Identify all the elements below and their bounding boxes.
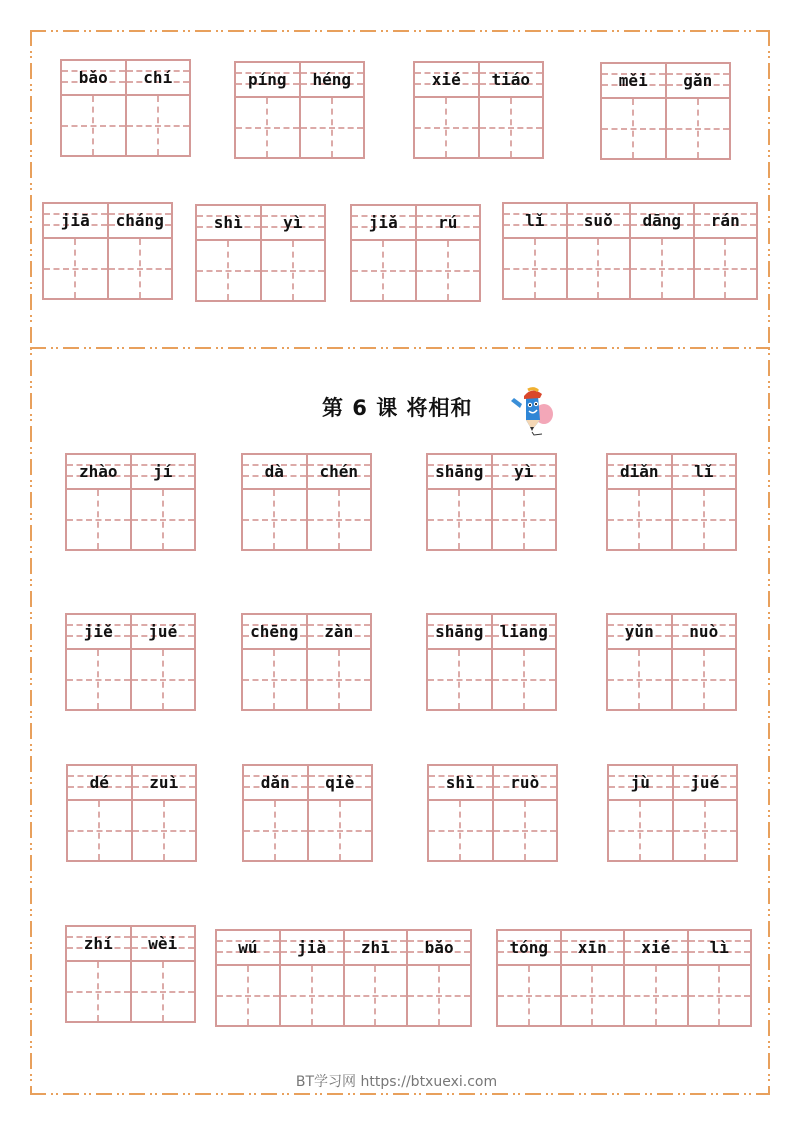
- pinyin-label: tiáo: [491, 70, 531, 89]
- writing-square[interactable]: [609, 801, 672, 860]
- word-box[interactable]: [413, 61, 544, 159]
- pinyin-label: gǎn: [683, 71, 713, 90]
- writing-square[interactable]: [132, 650, 195, 709]
- char-cell[interactable]: [478, 63, 543, 157]
- char-cell[interactable]: [44, 204, 107, 298]
- writing-square[interactable]: [244, 801, 307, 860]
- writing-square[interactable]: [428, 650, 491, 709]
- writing-square[interactable]: [408, 966, 470, 1025]
- pinyin-label: bǎo: [78, 68, 108, 87]
- pinyin-label: zuì: [149, 773, 179, 792]
- char-cell[interactable]: [243, 615, 306, 709]
- char-cell[interactable]: [131, 766, 196, 860]
- writing-square[interactable]: [262, 241, 325, 300]
- word-box[interactable]: [427, 764, 558, 862]
- char-cell[interactable]: [609, 766, 672, 860]
- word-box[interactable]: [234, 61, 365, 159]
- frame-left-border: [30, 30, 32, 1095]
- writing-square[interactable]: [602, 99, 665, 158]
- pinyin-label: liang: [499, 622, 548, 641]
- char-cell[interactable]: [665, 64, 730, 158]
- char-cell[interactable]: [672, 766, 737, 860]
- char-cell[interactable]: [608, 455, 671, 549]
- pinyin-label: zhào: [78, 462, 118, 481]
- char-cell[interactable]: [125, 61, 190, 155]
- char-cell[interactable]: [415, 63, 478, 157]
- writing-square[interactable]: [494, 801, 557, 860]
- writing-square[interactable]: [493, 490, 556, 549]
- writing-square[interactable]: [243, 490, 306, 549]
- word-box[interactable]: [65, 925, 196, 1023]
- char-cell[interactable]: [491, 615, 556, 709]
- word-box[interactable]: [65, 453, 196, 551]
- char-cell[interactable]: [67, 615, 130, 709]
- writing-square[interactable]: [44, 239, 107, 298]
- frame-right-border: [768, 30, 770, 1095]
- writing-square[interactable]: [243, 650, 306, 709]
- word-box[interactable]: [606, 453, 737, 551]
- writing-square[interactable]: [132, 962, 195, 1021]
- footer-watermark: BT学习网 https://btxuexi.com: [295, 1074, 498, 1090]
- char-cell[interactable]: [623, 931, 687, 1025]
- pinyin-label: shāng: [435, 462, 484, 481]
- word-box[interactable]: [65, 613, 196, 711]
- char-cell[interactable]: [629, 204, 693, 298]
- writing-square[interactable]: [674, 801, 737, 860]
- word-box[interactable]: [502, 202, 758, 300]
- pinyin-label: jiě: [83, 622, 113, 641]
- writing-square[interactable]: [309, 801, 372, 860]
- pinyin-label: tóng: [509, 938, 549, 957]
- char-cell[interactable]: [306, 455, 371, 549]
- char-cell[interactable]: [491, 455, 556, 549]
- writing-square[interactable]: [67, 490, 130, 549]
- pinyin-label: héng: [312, 70, 352, 89]
- pinyin-label: chí: [143, 68, 173, 87]
- writing-square[interactable]: [345, 966, 407, 1025]
- writing-square[interactable]: [217, 966, 279, 1025]
- writing-square[interactable]: [415, 98, 478, 157]
- char-cell[interactable]: [602, 64, 665, 158]
- char-cell[interactable]: [243, 455, 306, 549]
- char-cell[interactable]: [671, 455, 736, 549]
- writing-square[interactable]: [109, 239, 172, 298]
- char-cell[interactable]: [608, 615, 671, 709]
- word-box[interactable]: [241, 453, 372, 551]
- char-cell[interactable]: [67, 455, 130, 549]
- word-box[interactable]: [607, 764, 738, 862]
- char-cell[interactable]: [415, 206, 480, 300]
- char-cell[interactable]: [107, 204, 172, 298]
- pinyin-label: lǐ: [694, 462, 714, 481]
- word-box[interactable]: [600, 62, 731, 160]
- word-box[interactable]: [426, 613, 557, 711]
- writing-square[interactable]: [352, 241, 415, 300]
- char-cell[interactable]: [130, 615, 195, 709]
- writing-square[interactable]: [133, 801, 196, 860]
- writing-square[interactable]: [689, 966, 751, 1025]
- writing-square[interactable]: [67, 650, 130, 709]
- writing-square[interactable]: [308, 490, 371, 549]
- writing-square[interactable]: [197, 241, 260, 300]
- writing-square[interactable]: [301, 98, 364, 157]
- pinyin-label: jué: [148, 622, 178, 641]
- char-cell[interactable]: [566, 204, 630, 298]
- pinyin-label: chén: [319, 462, 359, 481]
- word-box[interactable]: [42, 202, 173, 300]
- pinyin-label: shì: [445, 773, 475, 792]
- word-box[interactable]: [496, 929, 752, 1027]
- word-box[interactable]: [66, 764, 197, 862]
- writing-square[interactable]: [631, 239, 693, 298]
- pinyin-label: diǎn: [619, 462, 659, 481]
- pinyin-label: jiā: [60, 211, 90, 230]
- pinyin-label: dǎn: [260, 773, 290, 792]
- char-cell[interactable]: [671, 615, 736, 709]
- pinyin-label: ruò: [510, 773, 540, 792]
- writing-square[interactable]: [608, 490, 671, 549]
- pinyin-label: xié: [431, 70, 461, 89]
- char-cell[interactable]: [299, 63, 364, 157]
- pinyin-label: jià: [297, 938, 327, 957]
- pinyin-label: jí: [153, 462, 173, 481]
- pinyin-label: píng: [247, 70, 287, 89]
- pinyin-label: xié: [641, 938, 671, 957]
- pinyin-label: zhī: [360, 938, 390, 957]
- pinyin-label: wú: [238, 938, 258, 957]
- pinyin-label: bǎo: [424, 938, 454, 957]
- writing-square[interactable]: [695, 239, 757, 298]
- word-box[interactable]: [241, 613, 372, 711]
- writing-square[interactable]: [504, 239, 566, 298]
- pinyin-label: lì: [709, 938, 729, 957]
- char-cell[interactable]: [130, 927, 195, 1021]
- char-cell[interactable]: [504, 204, 566, 298]
- pinyin-label: shāng: [435, 622, 484, 641]
- char-cell[interactable]: [217, 931, 279, 1025]
- char-cell[interactable]: [260, 206, 325, 300]
- writing-square[interactable]: [673, 650, 736, 709]
- word-box[interactable]: [60, 59, 191, 157]
- writing-square[interactable]: [417, 241, 480, 300]
- writing-square[interactable]: [68, 801, 131, 860]
- char-cell[interactable]: [307, 766, 372, 860]
- writing-square[interactable]: [498, 966, 560, 1025]
- char-cell[interactable]: [244, 766, 307, 860]
- writing-square[interactable]: [667, 99, 730, 158]
- pinyin-label: dé: [89, 773, 109, 792]
- writing-square[interactable]: [127, 96, 190, 155]
- pencil-mascot-icon: [508, 384, 560, 438]
- word-box[interactable]: [242, 764, 373, 862]
- char-cell[interactable]: [62, 61, 125, 155]
- char-cell[interactable]: [279, 931, 343, 1025]
- pinyin-label: zàn: [324, 622, 354, 641]
- char-cell[interactable]: [406, 931, 470, 1025]
- char-cell[interactable]: [68, 766, 131, 860]
- writing-square[interactable]: [608, 650, 671, 709]
- frame-top-border: [30, 30, 770, 32]
- writing-square[interactable]: [62, 96, 125, 155]
- char-cell[interactable]: [67, 927, 130, 1021]
- word-box[interactable]: [215, 929, 472, 1027]
- char-cell[interactable]: [236, 63, 299, 157]
- pinyin-label: jiǎ: [368, 213, 398, 232]
- char-cell[interactable]: [197, 206, 260, 300]
- char-cell[interactable]: [343, 931, 407, 1025]
- pinyin-label: dà: [264, 462, 284, 481]
- writing-square[interactable]: [429, 801, 492, 860]
- pinyin-label: cháng: [115, 211, 164, 230]
- writing-square[interactable]: [673, 490, 736, 549]
- writing-square[interactable]: [625, 966, 687, 1025]
- pinyin-label: wèi: [148, 934, 178, 953]
- char-cell[interactable]: [693, 204, 757, 298]
- char-cell[interactable]: [560, 931, 624, 1025]
- word-box[interactable]: [195, 204, 326, 302]
- pinyin-label: jù: [630, 773, 650, 792]
- char-cell[interactable]: [687, 931, 751, 1025]
- pinyin-label: xīn: [577, 938, 607, 957]
- char-cell[interactable]: [492, 766, 557, 860]
- writing-square[interactable]: [568, 239, 630, 298]
- pinyin-label: nuò: [689, 622, 719, 641]
- writing-square[interactable]: [428, 490, 491, 549]
- writing-square[interactable]: [132, 490, 195, 549]
- pinyin-label: rú: [438, 213, 458, 232]
- word-box[interactable]: [426, 453, 557, 551]
- pinyin-label: měi: [618, 71, 648, 90]
- char-cell[interactable]: [306, 615, 371, 709]
- pinyin-label: zhí: [83, 934, 113, 953]
- pinyin-label: chēng: [250, 622, 299, 641]
- char-cell[interactable]: [130, 455, 195, 549]
- char-cell[interactable]: [498, 931, 560, 1025]
- frame-bottom-border: [30, 1093, 770, 1095]
- pinyin-label: yì: [283, 213, 303, 232]
- writing-square[interactable]: [308, 650, 371, 709]
- pinyin-label: lǐ: [525, 211, 545, 230]
- char-cell[interactable]: [429, 766, 492, 860]
- lesson-title: 第 6 课 将相和: [322, 396, 473, 420]
- writing-square[interactable]: [281, 966, 343, 1025]
- pinyin-label: shì: [213, 213, 243, 232]
- word-box[interactable]: [606, 613, 737, 711]
- writing-square[interactable]: [67, 962, 130, 1021]
- writing-square[interactable]: [236, 98, 299, 157]
- pinyin-label: qiè: [325, 773, 355, 792]
- frame-middle-divider: [30, 347, 770, 349]
- pinyin-label: yì: [514, 462, 534, 481]
- pinyin-label: yǔn: [624, 622, 654, 641]
- word-box[interactable]: [350, 204, 481, 302]
- char-cell[interactable]: [428, 455, 491, 549]
- pinyin-label: rán: [710, 211, 740, 230]
- char-cell[interactable]: [352, 206, 415, 300]
- writing-square[interactable]: [493, 650, 556, 709]
- char-cell[interactable]: [428, 615, 491, 709]
- pinyin-label: jué: [690, 773, 720, 792]
- writing-square[interactable]: [480, 98, 543, 157]
- pinyin-label: dāng: [642, 211, 682, 230]
- writing-square[interactable]: [562, 966, 624, 1025]
- pinyin-label: suǒ: [583, 211, 613, 230]
